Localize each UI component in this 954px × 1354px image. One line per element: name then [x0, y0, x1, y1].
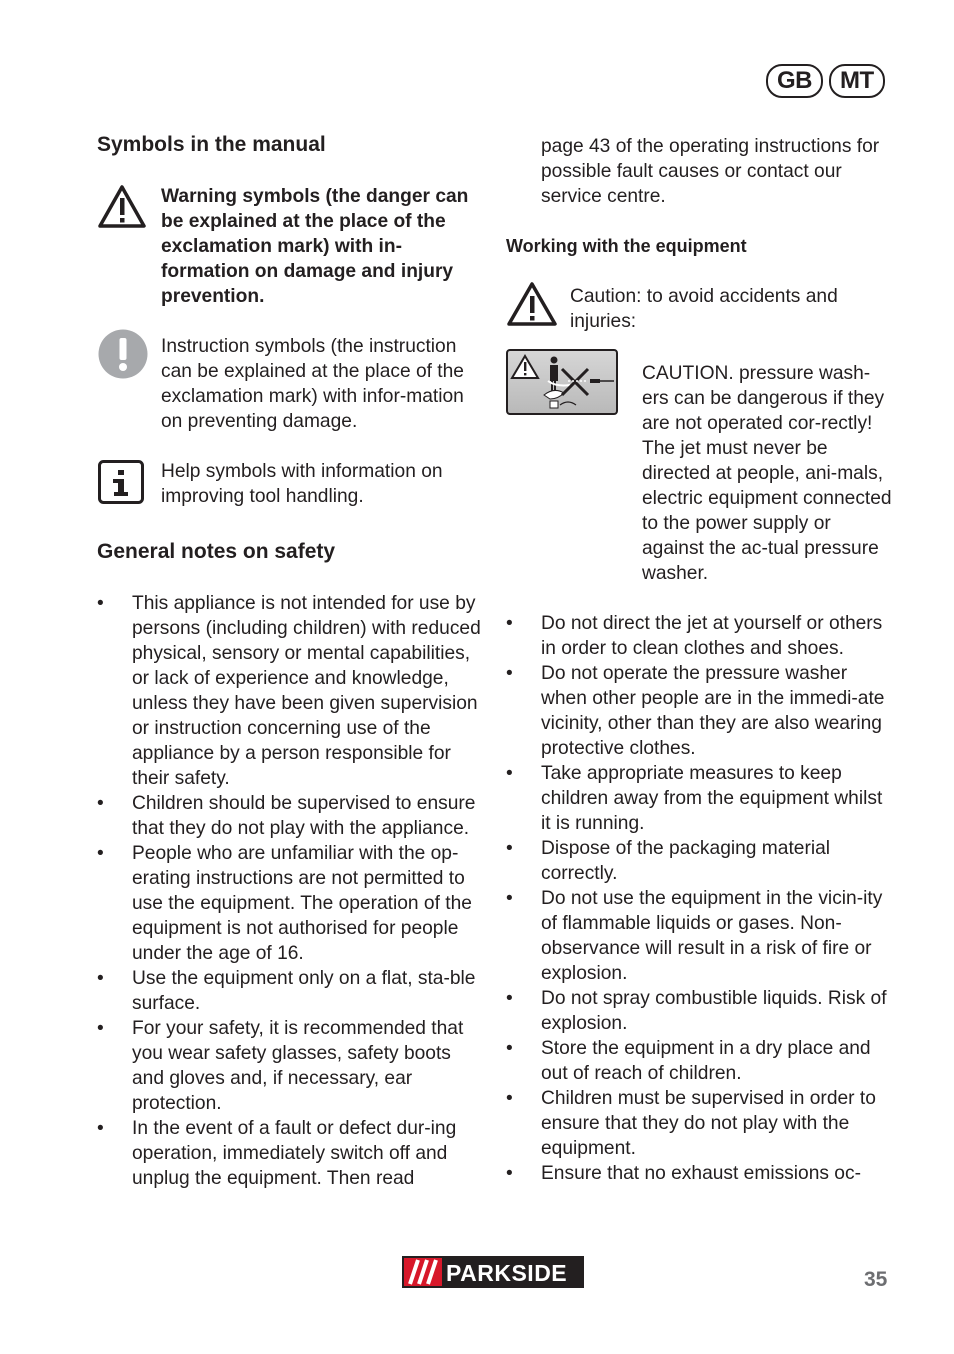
list-item: • Do not spray combustible liquids. Risk of explosion. [506, 986, 892, 1036]
instruction-circle-icon [97, 334, 161, 434]
right-column [506, 134, 892, 1186]
list-item: • Dispose of the packaging material correctly. [506, 836, 892, 886]
pressure-washer-warning-icon [506, 361, 642, 586]
list-item: • Do not operate the pressure washer when other people are in the immedi-ate vicinity, other than they are also wearing protective clothes. [506, 661, 892, 761]
symbol-warning-text: Warning symbols (the danger can be explained at the place of the exclamation mark) with in-formation on damage and injury prevention. [161, 186, 469, 307]
symbol-instruction [97, 334, 483, 434]
warning-triangle-icon [97, 184, 161, 309]
list-item: • Take appropriate measures to keep children away from the equipment whilst it is running. [506, 761, 892, 836]
list-item: • Use the equipment only on a flat, sta-ble surface. [97, 966, 483, 1016]
symbol-help-text: Help symbols with information on improving tool handling. [161, 461, 443, 507]
symbols-heading: Symbols in the manual [97, 133, 326, 156]
list-item: • This appliance is not intended for use by persons (including children) with reduced physical, sensory or mental capabilities, or lack of experience and knowledge, unless they have been given supervision or instruction concerning use of the appliance by a person responsible for their safety. [97, 591, 483, 791]
parkside-logo [402, 1256, 584, 1293]
page-number: 35 [864, 1268, 888, 1291]
symbol-warning [97, 184, 483, 309]
continuation-text: page 43 of the operating instructions for possible fault causes or contact our service centre. [541, 136, 880, 207]
caution-block [506, 361, 892, 586]
lang-badge-gb: GB [766, 64, 823, 98]
list-item: • Ensure that no exhaust emissions oc- [506, 1161, 892, 1186]
list-item: • In the event of a fault or defect dur-ing operation, immediately switch off and unplug the equipment. Then read [97, 1116, 483, 1191]
caution-block-text: CAUTION. pressure wash-ers can be dangerous if they are not operated cor-rectly! The jet must never be directed at people, ani-mals, electric equipment connected to the power supply or against the ac-tual pressure washer. [642, 363, 892, 584]
info-square-icon [97, 459, 161, 512]
list-item: • Store the equipment in a dry place and out of reach of children. [506, 1036, 892, 1086]
safety-list [97, 591, 483, 1191]
list-item: • Do not use the equipment in the vicin-ity of flammable liquids or gases. Non-observance will result in a risk of fire or explosion. [506, 886, 892, 986]
list-item: • Do not direct the jet at yourself or others in order to clean clothes and shoes. [506, 611, 892, 661]
left-column [97, 130, 483, 1191]
caution-row [506, 284, 892, 336]
language-badges [766, 64, 885, 98]
safety-heading: General notes on safety [97, 540, 336, 563]
working-heading: Working with the equipment [506, 236, 747, 256]
lang-badge-mt: MT [829, 64, 885, 98]
working-list [506, 611, 892, 1186]
symbol-instruction-text: Instruction symbols (the instruction can be explained at the place of the exclamation mark) with infor-mation on preventing damage. [161, 336, 464, 432]
list-item: • For your safety, it is recommended that you wear safety glasses, safety boots and gloves and, if necessary, ear protection. [97, 1016, 483, 1116]
list-item: • Children must be supervised in order to ensure that they do not play with the equipment. [506, 1086, 892, 1161]
list-item: • People who are unfamiliar with the op-erating instructions are not permitted to use the equipment. The operation of the equipment is not authorised for people under the age of 16. [97, 841, 483, 966]
list-item: • Children should be supervised to ensure that they do not play with the appliance. [97, 791, 483, 841]
logo-text: PARKSIDE [446, 1260, 568, 1286]
symbol-help [97, 459, 483, 512]
caution-line-text: Caution: to avoid accidents and injuries: [570, 286, 838, 332]
warning-triangle-icon [506, 284, 570, 336]
